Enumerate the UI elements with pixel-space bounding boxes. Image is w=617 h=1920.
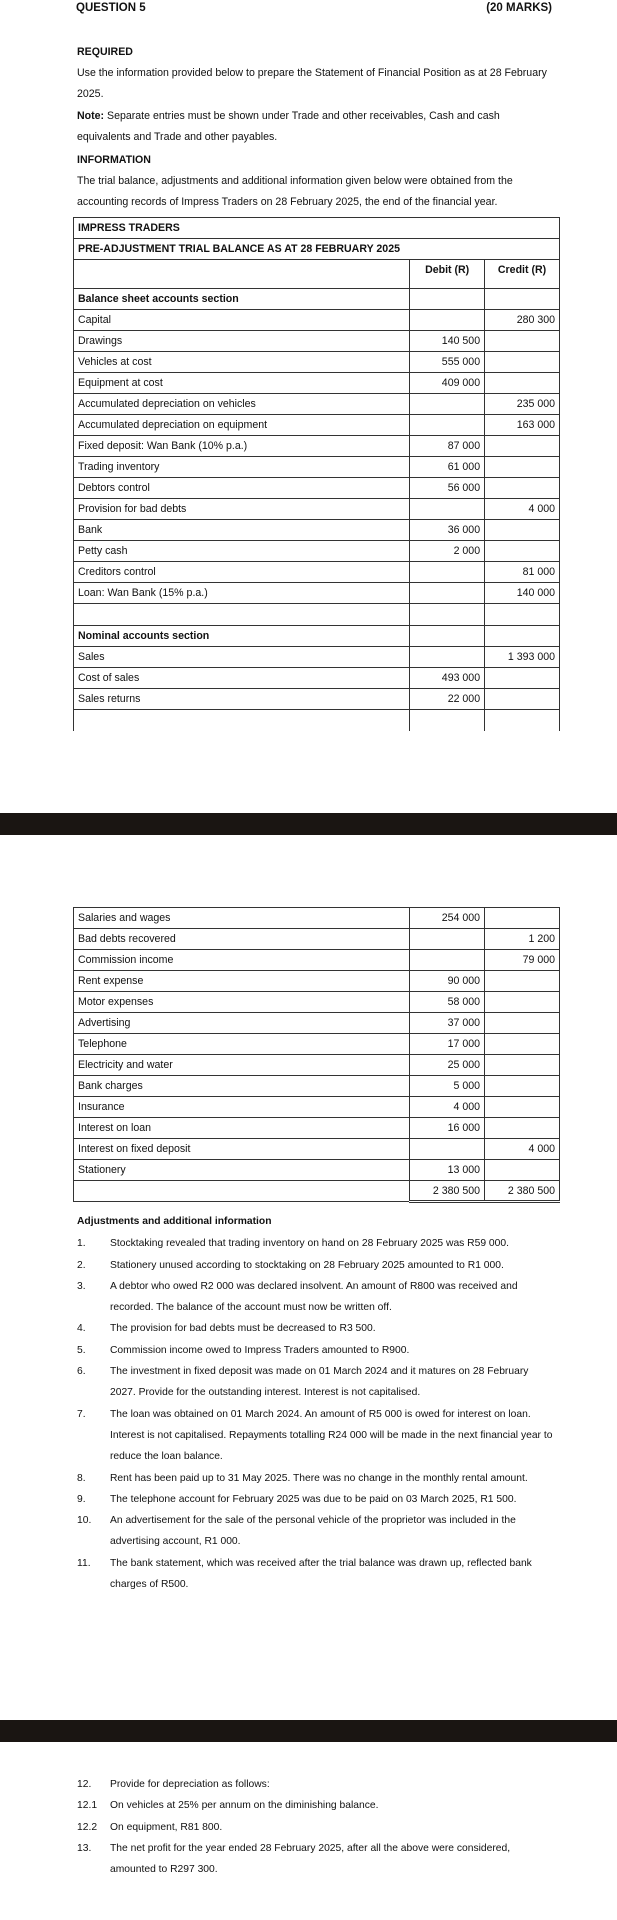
item-number: 2. [77,1259,86,1271]
item-number: 4. [77,1323,86,1335]
debit-amount [410,929,485,950]
list-item [77,1361,555,1404]
account-name: Bank [74,520,410,541]
credit-amount [485,1055,560,1076]
debit-amount: 87 000 [410,436,485,457]
account-name: Drawings [74,331,410,352]
item-text: The net profit for the year ended 28 February 2025, after all the above were considered, amounted to R297 300. [110,1842,511,1876]
question-number: QUESTION 5 [76,2,146,14]
adjustments-heading: Adjustments and additional information [77,1216,272,1227]
item-number: 1. [77,1238,86,1250]
list-item [77,1510,555,1553]
debit-amount: 13 000 [410,1160,485,1181]
list-item [77,1318,555,1339]
debit-amount: 493 000 [410,668,485,689]
credit-amount: 235 000 [485,394,560,415]
information-text: The trial balance, adjustments and additional information given below were obtained from the accounting records of Impress Traders on 28 February 2025, the end of the financial year. [77,175,513,208]
item-number: 13. [77,1842,92,1854]
credit-amount [485,689,560,710]
note-label: Note: [77,110,105,122]
debit-amount [410,1139,485,1160]
account-name: Salaries and wages [74,908,410,929]
table-row [74,689,560,710]
debit-amount: 254 000 [410,908,485,929]
credit-amount: 4 000 [485,499,560,520]
item-text: Rent has been paid up to 31 May 2025. There was no change in the monthly rental amount. [110,1472,528,1484]
account-name: Vehicles at cost [74,352,410,373]
credit-amount [485,971,560,992]
account-name: Capital [74,310,410,331]
list-item [77,1489,555,1510]
table-row [74,1139,560,1160]
credit-amount [485,1076,560,1097]
table-row [74,331,560,352]
adjustments-section-continued [77,1774,555,1880]
item-text: A debtor who owed R2 000 was declared insolvent. An amount of R800 was received and recorded. The balance of the account must now be written off. [110,1280,518,1314]
debit-amount: 4 000 [410,1097,485,1118]
totals-label [74,1181,410,1202]
table-row [74,1034,560,1055]
credit-amount [485,1034,560,1055]
debit-amount: 409 000 [410,373,485,394]
table-row [74,1013,560,1034]
credit-amount [485,457,560,478]
credit-amount: 1 200 [485,929,560,950]
table-row [74,478,560,499]
required-heading: REQUIRED [77,46,133,58]
list-item [77,1817,555,1838]
page-break-bar-2 [0,1720,617,1742]
information-heading: INFORMATION [77,154,151,166]
account-name: Cost of sales [74,668,410,689]
account-name: Commission income [74,950,410,971]
account-name: Advertising [74,1013,410,1034]
list-item [77,1404,555,1468]
table-row [74,520,560,541]
list-item [77,1276,555,1319]
item-text: The telephone account for February 2025 was due to be paid on 03 March 2025, R1 500. [110,1493,517,1505]
company-name: IMPRESS TRADERS [74,218,560,239]
table-row [74,647,560,668]
item-number: 12. [77,1779,92,1790]
required-note [77,106,555,148]
header-blank [74,260,410,289]
account-name: Debtors control [74,478,410,499]
table-row [74,583,560,604]
item-number: 9. [77,1493,86,1505]
account-name: Sales [74,647,410,668]
table-row [74,541,560,562]
credit-amount: 1 393 000 [485,647,560,668]
table-row [74,1055,560,1076]
account-name: Accumulated depreciation on equipment [74,415,410,436]
credit-amount [485,331,560,352]
debit-amount [410,310,485,331]
bs-section-heading: Balance sheet accounts section [74,289,410,310]
credit-amount [485,1097,560,1118]
required-text: Use the information provided below to prepare the Statement of Financial Position as at 28 February 2025. [77,67,547,100]
item-number: 12.2 [77,1821,98,1833]
table-row [74,1160,560,1181]
item-text: The investment in fixed deposit was made on 01 March 2024 and it matures on 28 February 2027. Provide for the outstanding interest. Interest is not capitalised. [110,1366,529,1399]
item-text: On equipment, R81 800. [110,1821,223,1833]
credit-amount [485,908,560,929]
debit-amount [410,499,485,520]
credit-amount: 81 000 [485,562,560,583]
debit-amount [410,950,485,971]
adjustments-section [77,1211,555,1595]
debit-amount: 16 000 [410,1118,485,1139]
debit-amount: 37 000 [410,1013,485,1034]
credit-amount [485,1013,560,1034]
account-name: Trading inventory [74,457,410,478]
debit-amount: 555 000 [410,352,485,373]
credit-header: Credit (R) [485,260,560,289]
debit-amount: 61 000 [410,457,485,478]
debit-amount: 17 000 [410,1034,485,1055]
total-credit: 2 380 500 [485,1181,560,1202]
account-name: Stationery [74,1160,410,1181]
item-number: 5. [77,1344,86,1356]
credit-amount: 163 000 [485,415,560,436]
account-name: Rent expense [74,971,410,992]
item-text: Commission income owed to Impress Traders amounted to R900. [110,1344,410,1356]
table-row [74,1097,560,1118]
debit-amount: 36 000 [410,520,485,541]
debit-amount: 58 000 [410,992,485,1013]
credit-amount: 79 000 [485,950,560,971]
table-row [74,352,560,373]
total-debit: 2 380 500 [410,1181,485,1202]
debit-amount [410,562,485,583]
item-number: 6. [77,1366,86,1378]
table-row [74,950,560,971]
table-row [74,668,560,689]
item-number: 8. [77,1472,86,1484]
credit-amount [485,373,560,394]
item-number: 7. [77,1408,86,1420]
item-text: The provision for bad debts must be decreased to R3 500. [110,1323,376,1335]
debit-amount: 5 000 [410,1076,485,1097]
account-name: Electricity and water [74,1055,410,1076]
item-text: Stationery unused according to stocktaking on 28 February 2025 amounted to R1 000. [110,1259,504,1271]
list-item [77,1255,555,1276]
table-row [74,499,560,520]
credit-amount [485,478,560,499]
trial-balance-title: PRE-ADJUSTMENT TRIAL BALANCE AS AT 28 FEBRUARY 2025 [74,239,560,260]
list-item [77,1795,555,1816]
debit-amount: 2 000 [410,541,485,562]
question-marks: (20 MARKS) [486,2,552,14]
credit-amount [485,1118,560,1139]
credit-amount [485,352,560,373]
item-number: 11. [77,1557,91,1569]
list-item [77,1468,555,1489]
credit-amount [485,1160,560,1181]
debit-amount [410,647,485,668]
account-name: Bad debts recovered [74,929,410,950]
account-name: Fixed deposit: Wan Bank (10% p.a.) [74,436,410,457]
item-number: 10. [77,1515,92,1527]
debit-amount: 22 000 [410,689,485,710]
item-text: An advertisement for the sale of the personal vehicle of the proprietor was included in the advertising account, R1 000. [110,1515,516,1548]
item-text: On vehicles at 25% per annum on the diminishing balance. [110,1800,379,1812]
table-row [74,562,560,583]
account-name: Provision for bad debts [74,499,410,520]
table-row [74,992,560,1013]
debit-amount: 25 000 [410,1055,485,1076]
item-text: Stocktaking revealed that trading inventory on hand on 28 February 2025 was R59 000. [110,1238,509,1250]
item-text: Provide for depreciation as follows: [110,1779,270,1790]
table-row [74,1076,560,1097]
item-number: 3. [77,1280,86,1292]
list-item [77,1838,555,1881]
debit-amount [410,415,485,436]
list-item [77,1774,555,1795]
account-name: Motor expenses [74,992,410,1013]
debit-amount [410,583,485,604]
trial-balance-table-continued [73,907,560,1203]
debit-amount: 90 000 [410,971,485,992]
table-row [74,457,560,478]
credit-amount: 280 300 [485,310,560,331]
account-name: Sales returns [74,689,410,710]
debit-amount: 140 500 [410,331,485,352]
credit-amount [485,520,560,541]
item-text: The bank statement, which was received after the trial balance was drawn up, reflected bank charges of R500. [110,1557,532,1591]
note-text: Separate entries must be shown under Trade and other receivables, Cash and cash equivalents and Trade and other payables. [77,110,500,143]
account-name: Insurance [74,1097,410,1118]
list-item [77,1233,555,1254]
debit-amount [410,394,485,415]
list-item [77,1340,555,1361]
table-row [74,394,560,415]
account-name: Accumulated depreciation on vehicles [74,394,410,415]
credit-amount [485,436,560,457]
credit-amount [485,541,560,562]
account-name: Creditors control [74,562,410,583]
nominal-section-heading: Nominal accounts section [74,626,410,647]
table-row [74,908,560,929]
table-row [74,415,560,436]
account-name: Equipment at cost [74,373,410,394]
account-name: Interest on loan [74,1118,410,1139]
item-number: 12.1 [77,1800,98,1812]
table-row [74,971,560,992]
trial-balance-table [73,217,560,731]
debit-amount: 56 000 [410,478,485,499]
table-row [74,929,560,950]
credit-amount: 4 000 [485,1139,560,1160]
table-row [74,1118,560,1139]
account-name: Telephone [74,1034,410,1055]
table-row [74,373,560,394]
account-name: Interest on fixed deposit [74,1139,410,1160]
account-name: Bank charges [74,1076,410,1097]
table-row [74,310,560,331]
list-item [77,1553,555,1596]
credit-amount [485,668,560,689]
debit-header: Debit (R) [410,260,485,289]
credit-amount: 140 000 [485,583,560,604]
account-name: Loan: Wan Bank (15% p.a.) [74,583,410,604]
credit-amount [485,992,560,1013]
page-break-bar [0,813,617,835]
table-row [74,436,560,457]
account-name: Petty cash [74,541,410,562]
item-text: The loan was obtained on 01 March 2024. An amount of R5 000 is owed for interest on loan. Interest is not capitalised. Repayments totalling R24 000 will be made in the next financial year to reduce the loan balance. [110,1408,553,1463]
